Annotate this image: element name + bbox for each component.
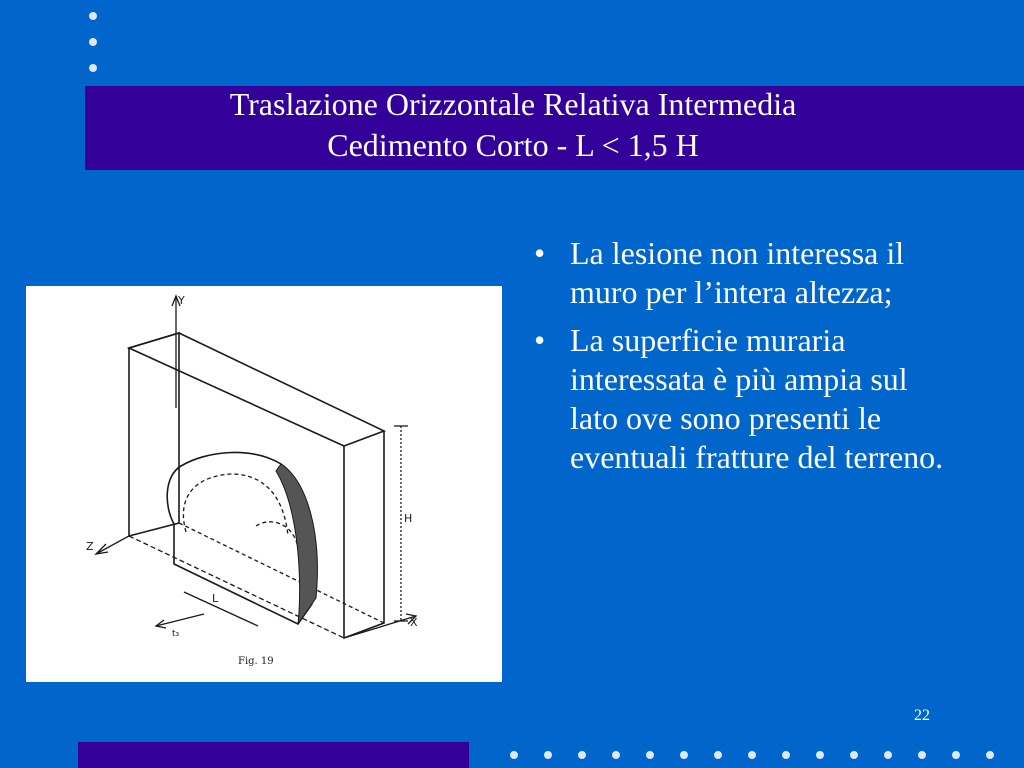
axis-y-label: Y xyxy=(178,294,185,307)
decorative-dot xyxy=(952,751,960,759)
axis-x-label: X xyxy=(410,616,418,629)
page-number: 22 xyxy=(914,707,930,724)
decorative-dot xyxy=(510,751,518,759)
bullet-text: La lesione non interessa il muro per l’intera altezza; xyxy=(570,235,905,310)
bullet-item xyxy=(534,321,954,477)
bullet-text: La superficie muraria interessata è più ampia sul lato ove sono presenti le eventuali fratture del terreno. xyxy=(570,322,944,475)
wall-diagram-figure xyxy=(26,286,502,682)
bullet-marker: • xyxy=(534,235,546,271)
decorative-dot xyxy=(646,751,654,759)
dimension-h-label: H xyxy=(404,512,413,525)
arch-inner-hidden xyxy=(183,474,288,536)
axis-z-label: Z xyxy=(86,540,94,553)
decorative-dot xyxy=(714,751,722,759)
slide-title-line-2: Cedimento Corto - L < 1,5 H xyxy=(327,127,699,163)
dimension-l-label: L xyxy=(212,592,219,605)
t3-label: t₃ xyxy=(172,629,180,639)
decorative-dot xyxy=(986,751,994,759)
figure-caption: Fig. 19 xyxy=(238,656,274,667)
decorative-dot xyxy=(89,12,97,20)
arch-inner-hidden-2 xyxy=(256,522,298,548)
bullet-item xyxy=(534,234,954,312)
decorative-dot xyxy=(918,751,926,759)
wall-front-face xyxy=(129,333,179,536)
bullet-marker: • xyxy=(534,322,546,358)
z-axis-line xyxy=(96,536,129,554)
decorative-dot xyxy=(612,751,620,759)
slide-title xyxy=(85,84,941,166)
decorative-dot xyxy=(884,751,892,759)
decorative-dot xyxy=(89,64,97,72)
x-axis-line xyxy=(344,616,416,638)
decorative-dot xyxy=(544,751,552,759)
decorative-dot xyxy=(578,751,586,759)
decorative-dot xyxy=(782,751,790,759)
wall-top-face xyxy=(129,333,384,446)
length-dimension-line xyxy=(184,592,258,626)
bullet-list xyxy=(534,234,954,486)
decorative-dot xyxy=(748,751,756,759)
decorative-dot xyxy=(680,751,688,759)
decorative-dot xyxy=(850,751,858,759)
decorative-dot xyxy=(816,751,824,759)
wall-diagram xyxy=(26,286,502,682)
slide-title-line-1: Traslazione Orizzontale Relativa Intermedia xyxy=(229,86,797,122)
footer-band xyxy=(78,742,469,768)
decorative-dot xyxy=(89,38,97,46)
